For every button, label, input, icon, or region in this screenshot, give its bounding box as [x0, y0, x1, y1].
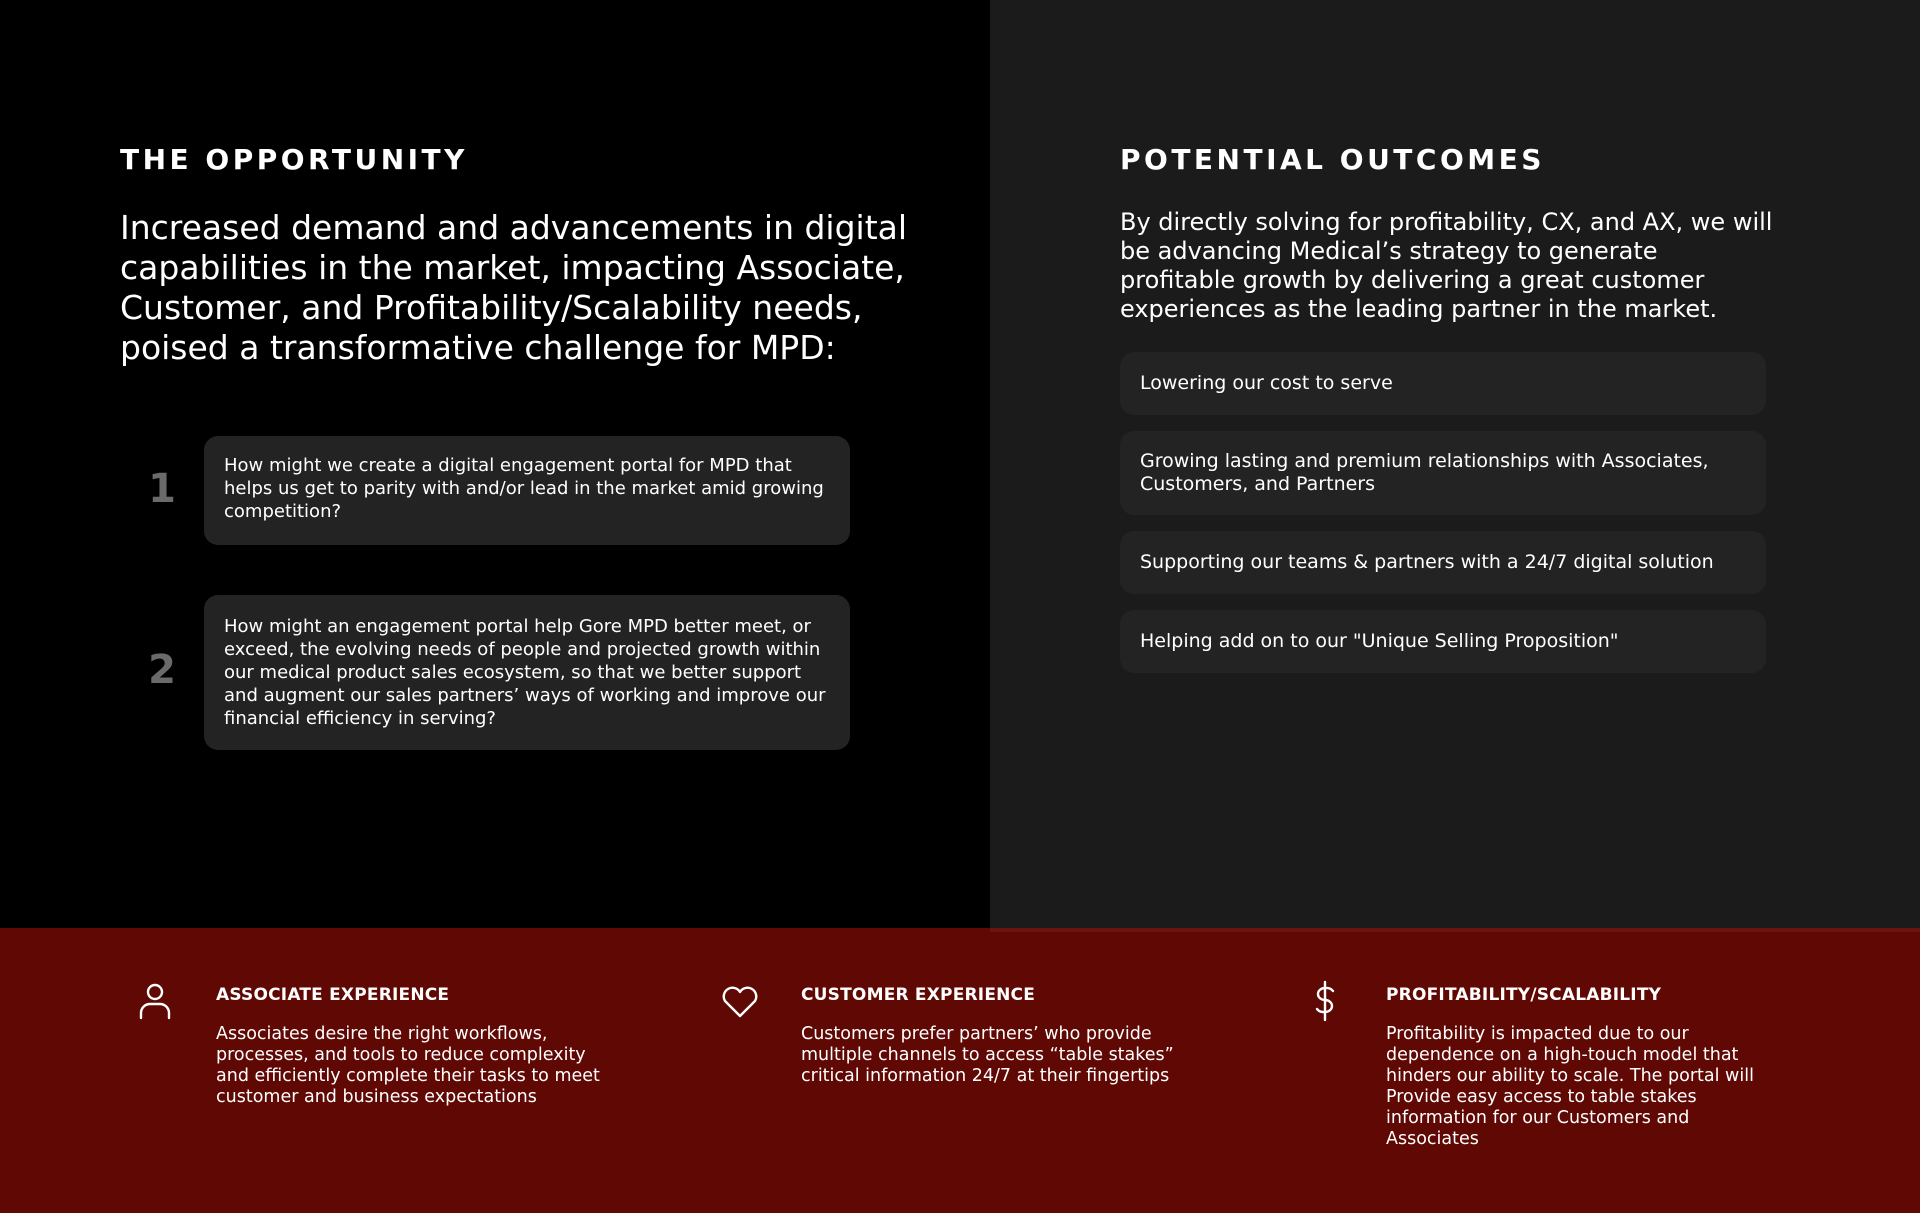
pillar-associate-experience	[216, 984, 636, 1108]
question-card: How might an engagement portal help Gore MPD better meet, or exceed, the evolving needs of people and projected growth within our medical product sales ecosystem, so that we better support and augment our sales partners’ ways of working and improve our financial efficiency in serving?	[204, 595, 850, 750]
outcome-item: Supporting our teams & partners with a 24/7 digital solution	[1120, 531, 1766, 594]
outcome-item: Lowering our cost to serve	[1120, 352, 1766, 415]
question-number: 2	[148, 647, 176, 693]
pillar-text: Profitability is impacted due to our dependence on a high-touch model that hinders our ability to scale. The portal will Provide easy access to table stakes information for our Customers and Associates	[1386, 1024, 1754, 1149]
outcome-list	[1120, 352, 1766, 689]
opportunity-lead: Increased demand and advancements in digital capabilities in the market, impacting Associate, Customer, and Profitability/Scalability needs, poised a transformative challenge for MPD:	[120, 208, 908, 367]
question-card: How might we create a digital engagement portal for MPD that helps us get to parity with and/or lead in the market amid growing competition?	[204, 436, 850, 545]
outcome-item: Helping add on to our "Unique Selling Proposition"	[1120, 610, 1766, 673]
opportunity-heading: THE OPPORTUNITY	[120, 143, 468, 176]
outcomes-heading: POTENTIAL OUTCOMES	[1120, 143, 1545, 176]
outcomes-intro: By directly solving for profitability, CX, and AX, we will be advancing Medical’s strategy to generate profitable growth by delivering a great customer experiences as the leading partner in the market.	[1120, 208, 1773, 323]
opportunity-panel	[0, 0, 990, 928]
person-icon	[134, 980, 176, 1022]
pillar-customer-experience	[801, 984, 1221, 1087]
experience-pillars	[0, 928, 1920, 1213]
outcomes-panel	[990, 0, 1920, 928]
question-item	[120, 436, 850, 545]
question-item	[120, 595, 850, 750]
pillar-title: ASSOCIATE EXPERIENCE	[216, 985, 450, 1005]
pillar-title: PROFITABILITY/SCALABILITY	[1386, 985, 1662, 1005]
pillar-text: Associates desire the right workflows, processes, and tools to reduce complexity and efficiently complete their tasks to meet customer and business expectations	[216, 1024, 600, 1107]
dollar-icon	[1304, 980, 1346, 1022]
pillar-title: CUSTOMER EXPERIENCE	[801, 985, 1036, 1005]
question-number: 1	[148, 466, 176, 512]
outcome-item: Growing lasting and premium relationships with Associates, Customers, and Partners	[1120, 431, 1766, 515]
pillar-text: Customers prefer partners’ who provide multiple channels to access “table stakes” critical information 24/7 at their fingertips	[801, 1024, 1174, 1086]
pillar-profitability-scalability	[1386, 984, 1806, 1150]
heart-icon	[719, 980, 761, 1022]
